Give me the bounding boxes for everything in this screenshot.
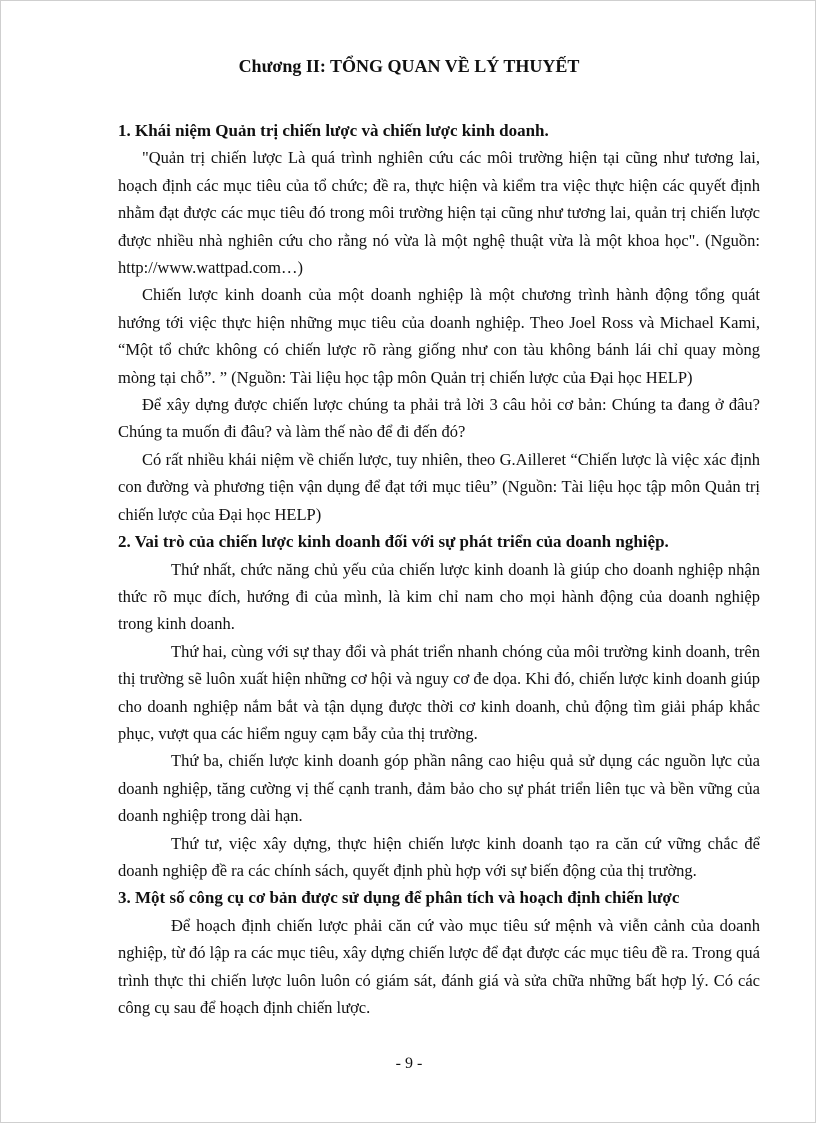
section-1-paragraph: "Quản trị chiến lược Là quá trình nghiên cứu các môi trường hiện tại cũng như tương lai, hoạch định các mục tiêu của tổ chức; đề ra, thực hiện và kiểm tra việc thực hiện các quyết định nhằm đạt được các mục tiêu đó trong môi trường hiện tại cũng như tương lai, quản trị chiến lược được nhiều nhà nghiên cứu cho rằng nó vừa là một nghệ thuật vừa là một khoa học". (Nguồn: http://www.wattpad.com…) (118, 148, 760, 278)
section-2-heading: 2. Vai trò của chiến lược kinh doanh đối với sự phát triển của doanh nghiệp. (118, 532, 669, 552)
document-body (118, 117, 760, 1021)
section-2-paragraph: Thứ nhất, chức năng chủ yếu của chiến lược kinh doanh là giúp cho doanh nghiệp nhận thức rõ mục đích, hướng đi của mình, là kim chỉ nam cho mọi hành động của doanh nghiệp trong kinh doanh. (118, 559, 760, 634)
section-3-paragraph: Để hoạch định chiến lược phải căn cứ vào mục tiêu sứ mệnh và viễn cảnh của doanh nghiệp, từ đó lập ra các mục tiêu, xây dựng chiến lược để đạt được các mục tiêu đề ra. Trong quá trình thực thi chiến lược luôn luôn có giám sát, đánh giá và sửa chữa những bất hợp lý. Có các công cụ sau để hoạch định chiến lược. (118, 915, 760, 1017)
section-2-paragraph: Thứ ba, chiến lược kinh doanh góp phần nâng cao hiệu quả sử dụng các nguồn lực của doanh nghiệp, tăng cường vị thế cạnh tranh, đảm bảo cho sự phát triển liên tục và bền vững của doanh nghiệp trong dài hạn. (118, 751, 760, 826)
section-1-paragraph: Để xây dựng được chiến lược chúng ta phải trả lời 3 câu hỏi cơ bản: Chúng ta đang ở đâu? Chúng ta muốn đi đâu? và làm thế nào để đi đến đó? (118, 395, 760, 442)
chapter-title: Chương II: TỔNG QUAN VỀ LÝ THUYẾT (238, 56, 580, 76)
section-1-heading: 1. Khái niệm Quản trị chiến lược và chiến lược kinh doanh. (118, 121, 549, 140)
section-1-paragraph: Chiến lược kinh doanh của một doanh nghiệp là một chương trình hành động tổng quát hướng tới việc thực hiện những mục tiêu của doanh nghiệp. Theo Joel Ross và Michael Kami, “Một tổ chức không có chiến lược rõ ràng giống như con tàu không bánh lái chỉ quay mòng mòng tại chỗ”. ” (Nguồn: Tài liệu học tập môn Quản trị chiến lược của Đại học HELP) (118, 285, 760, 387)
section-1-paragraph: Có rất nhiều khái niệm về chiến lược, tuy nhiên, theo G.Ailleret “Chiến lược là việc xác định con đường và phương tiện vận dụng để đạt tới mục tiêu” (Nguồn: Tài liệu học tập môn Quản trị chiến lược của Đại học HELP) (118, 449, 760, 524)
section-2-paragraph: Thứ tư, việc xây dựng, thực hiện chiến lược kinh doanh tạo ra căn cứ vững chắc để doanh nghiệp đề ra các chính sách, quyết định phù hợp với sự biến động của thị trường. (118, 833, 760, 880)
section-2-paragraph: Thứ hai, cùng với sự thay đổi và phát triển nhanh chóng của môi trường kinh doanh, trên thị trường sẽ luôn xuất hiện những cơ hội và nguy cơ đe dọa. Khi đó, chiến lược kinh doanh giúp cho doanh nghiệp nắm bắt và tận dụng được thời cơ kinh doanh, chủ động tìm giải pháp khắc phục, vượt qua các hiểm nguy cạm bẫy của thị trường. (118, 641, 760, 743)
section-3-heading: 3. Một số công cụ cơ bản được sử dụng để phân tích và hoạch định chiến lược (118, 888, 680, 908)
page-number: - 9 - (395, 1055, 423, 1072)
